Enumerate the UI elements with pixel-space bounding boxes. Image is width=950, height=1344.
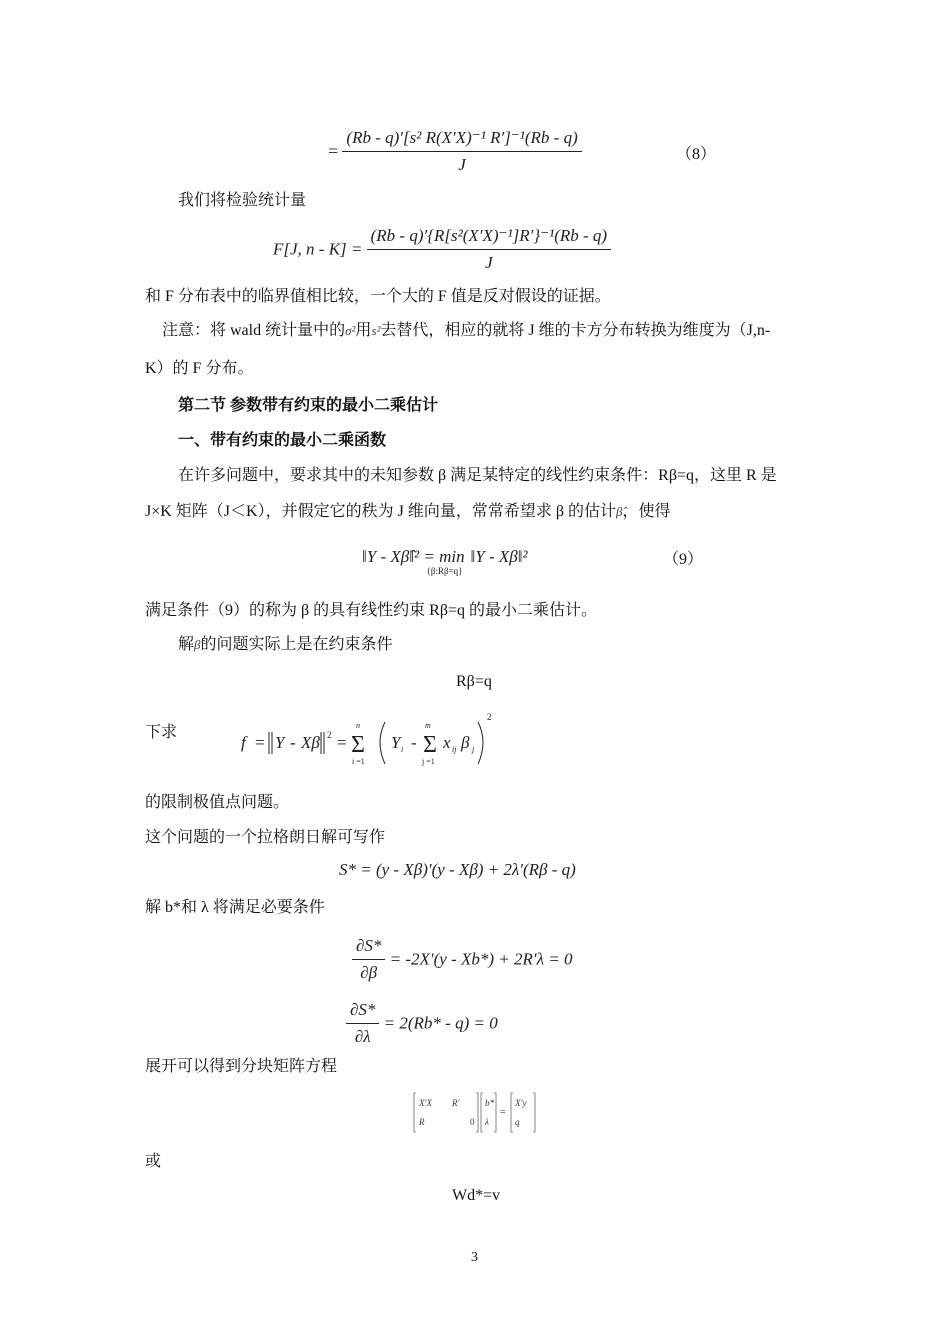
objective-f-svg: [235, 708, 515, 778]
matrix-w-21: R: [419, 1117, 425, 1127]
matrix-v-1: X′y: [515, 1098, 527, 1108]
lagrange-text: S* = (y - Xβ)′(y - Xβ) + 2λ′(Rβ - q): [339, 860, 576, 879]
constraint-equation: Rβ=q: [456, 673, 492, 690]
block-matrix-svg: [412, 1090, 542, 1136]
matrix-v-2: q: [515, 1117, 520, 1127]
matrix-d-2: λ: [485, 1117, 489, 1127]
paragraph-lagrange: 这个问题的一个拉格朗日解可写作: [145, 829, 386, 846]
eq8-equals: =: [328, 141, 339, 161]
paragraph-necessary: 解 b*和 λ 将满足必要条件: [145, 899, 325, 916]
eq8-fraction: [342, 128, 581, 175]
solve-text-a: 解: [178, 636, 195, 653]
svg-text:2: 2: [487, 712, 492, 722]
paragraph-compare: 和 F 分布表中的临界值相比较，一个大的 F 值是反对假设的证据。: [145, 288, 611, 305]
equation-partial-beta: $\frac{\partial S*}{\partial\beta}$ = -2X′(y - Xb*) + 2R′λ = 0: [352, 936, 572, 983]
svg-text:n: n: [356, 721, 360, 730]
eq9-min-subscript: {β:Rβ=q}: [426, 566, 463, 576]
equation-8: [328, 128, 582, 175]
block-matrix-equation: [412, 1090, 542, 1141]
partial-beta-fraction: $\frac{\partial S*}{\partial\beta}$: [352, 936, 385, 983]
matrix-w-22: 0: [470, 1117, 475, 1127]
solve-beta-hat: β̂: [194, 637, 201, 652]
paragraph-extreme: 的限制极值点问题。: [145, 794, 290, 811]
subsection-title: 一、带有约束的最小二乘函数: [178, 432, 387, 449]
svg-text:Y: Y: [391, 733, 401, 752]
equation-wd-v: Wd*=v: [452, 1187, 501, 1204]
matrix-d-1: b*: [485, 1098, 494, 1108]
solve-text-b: 的问题实际上是在约束条件: [200, 636, 393, 653]
paragraph-under: 下求: [145, 724, 178, 741]
equation-partial-lambda: $\frac{\partial S*}{\partial\lambda}$ = 2(Rb* - q) = 0: [346, 1000, 498, 1047]
svg-text:-: -: [290, 733, 296, 752]
note-sigma-squared: σ²: [345, 323, 356, 338]
paragraph-or: 或: [145, 1153, 162, 1170]
eqF-lhs: F[J, n - K] =: [273, 239, 363, 259]
eqF-denominator: J: [485, 253, 493, 272]
eq8-denominator: J: [458, 155, 466, 174]
svg-text:x: x: [443, 733, 451, 752]
eqF-fraction: [367, 226, 611, 273]
svg-text:Σ: Σ: [423, 732, 437, 758]
svg-text:m: m: [425, 721, 431, 730]
note-s-squared: s²: [371, 323, 381, 338]
eq9-rhs: ‖Y - Xβ‖²: [470, 547, 528, 566]
matrix-w-11: X′X: [419, 1098, 432, 1108]
eq8-numerator: (Rb - q)′[s² R(X′X)⁻¹ R′]⁻¹(Rb - q): [342, 128, 581, 152]
section-title: 第二节 参数带有约束的最小二乘估计: [178, 397, 439, 414]
svg-text:-: -: [411, 733, 417, 752]
paragraph-solve: [178, 635, 393, 655]
equation-lagrange: [339, 860, 576, 880]
svg-text:i =1: i =1: [352, 757, 365, 766]
paragraph-note-line2: K）的 F 分布。: [145, 360, 254, 377]
page-number: 3: [471, 1250, 478, 1265]
svg-text:j =1: j =1: [422, 757, 435, 766]
intro-text-b: ，使得: [622, 503, 671, 520]
note-text-a: 注意：将 wald 统计量中的: [162, 322, 346, 339]
svg-text:ij: ij: [452, 745, 457, 754]
eq9-lhs: ‖Y - Xβ̂‖² = min: [362, 547, 465, 566]
svg-text:=: =: [255, 733, 265, 752]
equation-f-statistic: [273, 226, 611, 273]
paragraph-note-line1: [162, 321, 770, 341]
eqF-numerator: (Rb - q)′{R[s²(X′X)⁻¹]R′}⁻¹(Rb - q): [367, 226, 611, 250]
paragraph-satisfy: 满足条件（9）的称为 β 的具有线性约束 Rβ=q 的最小二乘估计。: [145, 602, 597, 619]
svg-text:i: i: [401, 745, 404, 754]
svg-text:Σ: Σ: [351, 732, 365, 758]
eq8-number: （8）: [676, 146, 717, 163]
equation-objective-f: [235, 708, 515, 783]
svg-text:Xβ: Xβ: [301, 733, 320, 752]
paragraph-expand: 展开可以得到分块矩阵方程: [145, 1058, 338, 1075]
svg-text:j: j: [472, 745, 475, 754]
svg-text:Y: Y: [275, 733, 285, 752]
matrix-w-12: R′: [452, 1098, 460, 1108]
svg-text:=: =: [500, 1107, 506, 1118]
partial-lambda-fraction: $\frac{\partial S*}{\partial\lambda}$: [346, 1000, 379, 1047]
note-text-c: 去替代，相应的就将 J 维的卡方分布转换为维度为（J,n-: [380, 322, 771, 339]
intro-text-a: J×K 矩阵（J＜K），并假定它的秩为 J 维向量，常常希望求 β 的估计: [145, 503, 616, 520]
paragraph-test-statistic: 我们将检验统计量: [178, 192, 307, 209]
paragraph-intro-line1: 在许多问题中，要求其中的未知参数 β 满足某特定的线性约束条件：Rβ=q，这里 R 是: [178, 467, 777, 484]
note-text-b: 用: [355, 322, 372, 339]
svg-text:β: β: [461, 733, 470, 752]
intro-beta-hat: β̂: [615, 504, 623, 519]
svg-text:f: f: [241, 733, 246, 752]
eq9-number: （9）: [663, 551, 704, 568]
paragraph-intro-line2: [145, 502, 670, 522]
svg-text:2: 2: [327, 730, 332, 740]
svg-text:=: =: [337, 733, 347, 752]
